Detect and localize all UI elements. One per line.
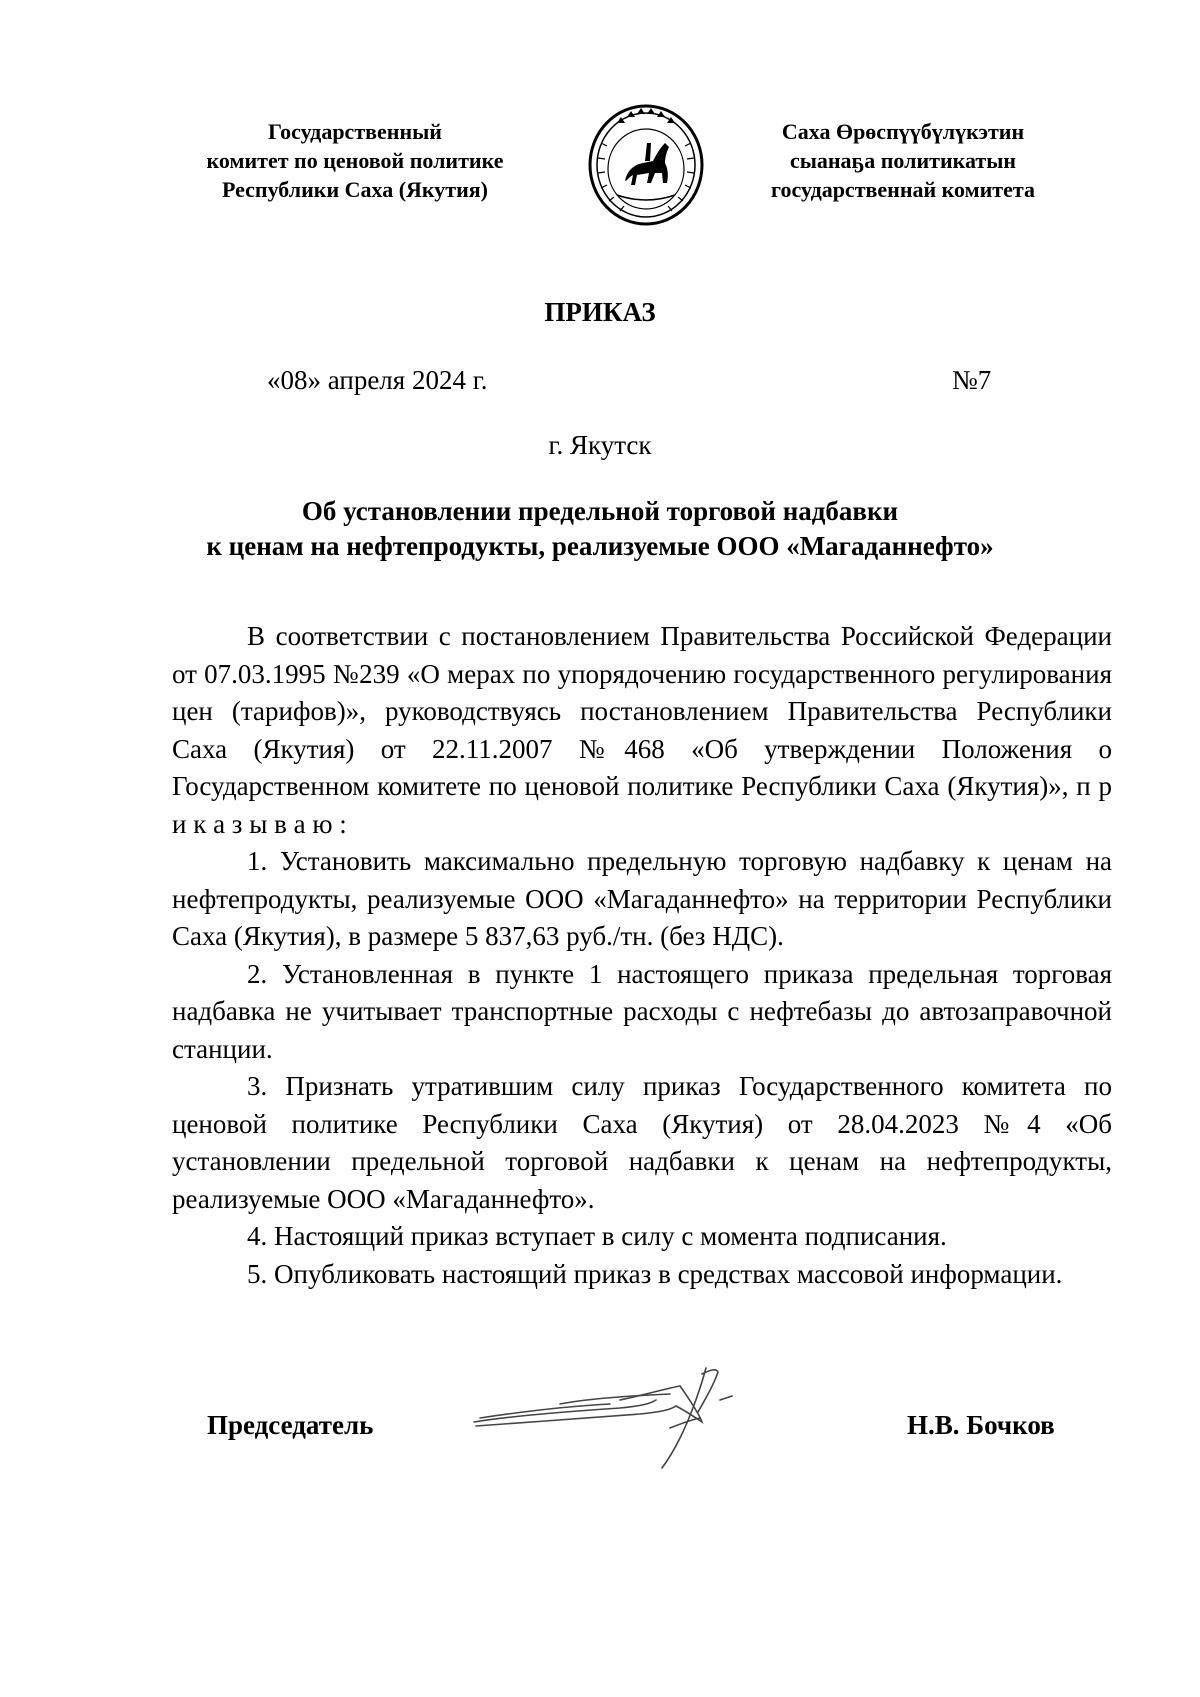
document-type-title: ПРИКАЗ [544, 297, 656, 327]
clause-paragraph: 2. Установленная в пункте 1 настоящего приказа предельная торговая надбавка не учитывает транспортные расходы с нефтебазы до автозаправочной станции. [172, 958, 1112, 1064]
clause-paragraph: 4. Настоящий приказ вступает в силу с момента подписания. [247, 1221, 947, 1251]
document-subject [120, 494, 1080, 564]
header-left-org-name [160, 117, 550, 204]
handwritten-signature [470, 1360, 790, 1470]
coat-of-arms-emblem [587, 103, 705, 227]
clause-paragraph: 1. Установить максимально предельную торговую надбавку к ценам на нефтепродукты, реализуемые ООО «Магаданнефто» на территории Республики Саха (Якутия), в размере 5 837,63 руб./тн. (без НДС). [172, 846, 1112, 951]
header-right-org-name [738, 117, 1068, 204]
header-right-line: Саха Өрөспүүбүлүкэтин [781, 119, 1025, 144]
document-date: «08» апреля 2024 г. [267, 365, 488, 395]
document-body [172, 618, 1112, 1293]
clause-paragraph: 3. Признать утратившим силу приказ Государственного комитета по ценовой политике Республики Саха (Якутия) от 28.04.2023 №4 «Об установлении предельной торговой надбавки к ценам на нефтепродукты, реализуемые ООО «Магаданнефто». [172, 1071, 1112, 1214]
clause-paragraph: 5. Опубликовать настоящий приказ в средствах массовой информации. [247, 1258, 1063, 1289]
header-right-line: сыанаҕа политикатын [789, 148, 1017, 173]
header-left-line: комитет по ценовой политике [206, 148, 504, 173]
subject-line: Об установлении предельной торговой надбавки [301, 496, 899, 526]
signatory-position: Председатель [207, 1410, 374, 1440]
signatory-name: Н.В. Бочков [907, 1410, 1055, 1440]
header-left-line: Республики Саха (Якутия) [221, 177, 489, 202]
preamble-paragraph: В соответствии с постановлением Правительства Российской Федерации от 07.03.1995 №239 «О мерах по упорядочению государственного регулирования цен (тарифов)», руководствуясь постановлением Правительства Республики Саха (Якутия) от 22.11.2007 №468 «Об утверждении Положения о Государственном комитете по ценовой политике Республики Саха (Якутия)», п р и к а з ы в а ю : [172, 621, 1112, 839]
header-left-line: Государственный [268, 119, 442, 144]
subject-line: к ценам на нефтепродукты, реализуемые ООО «Магаданнефто» [206, 531, 994, 561]
document-number: №7 [952, 365, 992, 395]
header-right-line: государственнай комитета [771, 177, 1035, 202]
document-city: г. Якутск [548, 430, 652, 460]
